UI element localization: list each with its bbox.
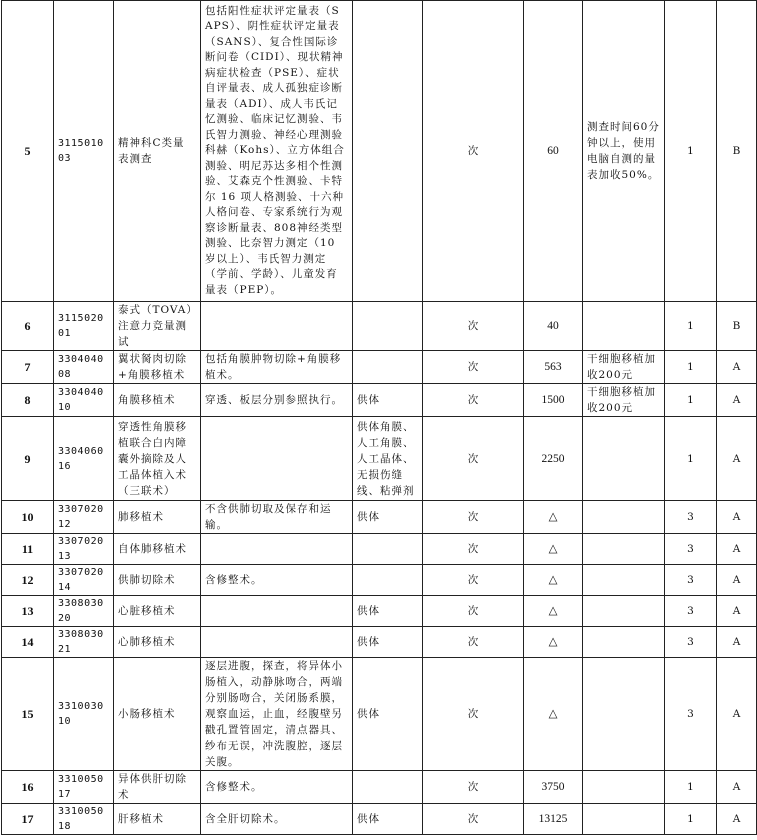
price: 3750 [524, 771, 583, 804]
unit: 次 [423, 384, 524, 417]
price: △ [524, 627, 583, 658]
table-row [2, 804, 757, 835]
excluded-items [353, 771, 423, 804]
grade: A [717, 417, 757, 501]
unit: 次 [423, 658, 524, 771]
item-code: 330803021 [54, 627, 114, 658]
excluded-items: 供体 [353, 658, 423, 771]
price: 13125 [524, 804, 583, 835]
unit: 次 [423, 1, 524, 302]
row-number: 6 [2, 302, 54, 351]
excluded-items: 供体角膜、人工角膜、人工晶体、无损伤缝线、粘弹剂 [353, 417, 423, 501]
item-name: 肝移植术 [114, 804, 201, 835]
unit: 次 [423, 804, 524, 835]
item-name: 心脏移植术 [114, 596, 201, 627]
price: 1500 [524, 384, 583, 417]
excluded-items: 供体 [353, 596, 423, 627]
table-row [2, 417, 757, 501]
grade: B [717, 302, 757, 351]
remark [583, 804, 665, 835]
category: 1 [665, 1, 717, 302]
item-content [201, 417, 353, 501]
table-row [2, 627, 757, 658]
row-number: 16 [2, 771, 54, 804]
unit: 次 [423, 565, 524, 596]
category: 3 [665, 501, 717, 534]
category: 3 [665, 596, 717, 627]
item-content: 含修整术。 [201, 565, 353, 596]
table-row [2, 596, 757, 627]
excluded-items [353, 351, 423, 384]
excluded-items: 供体 [353, 384, 423, 417]
row-number: 10 [2, 501, 54, 534]
grade: A [717, 565, 757, 596]
grade: A [717, 596, 757, 627]
grade: B [717, 1, 757, 302]
table-row [2, 658, 757, 771]
price: 2250 [524, 417, 583, 501]
grade: A [717, 771, 757, 804]
item-code: 330702013 [54, 534, 114, 565]
item-code: 331005018 [54, 804, 114, 835]
item-name: 翼状胬肉切除+角膜移植术 [114, 351, 201, 384]
item-content [201, 534, 353, 565]
item-content: 包括阳性症状评定量表（SAPS）、阴性症状评定量表（SANS）、复合性国际诊断问卷（CIDI）、现状精神病症状检查（PSE）、症状自评量表、成人孤独症诊断量表（ADI）、成人韦氏记忆测验、临床记忆测验、韦氏智力测验、神经心理测验科赫（Kohs）、立方体组合测验、明尼苏达多相个性测验、艾森克个性测验、卡特尔 16 项人格测验、十六种人格问卷、专家系统行为观察诊断量表、808神经类型测验、比奈智力测定（10 岁以上）、韦氏智力测定（学前、学龄）、儿童发育量表（PEP）。 [201, 1, 353, 302]
grade: A [717, 658, 757, 771]
unit: 次 [423, 596, 524, 627]
item-content [201, 596, 353, 627]
excluded-items: 供体 [353, 627, 423, 658]
item-name: 异体供肝切除术 [114, 771, 201, 804]
category: 3 [665, 565, 717, 596]
row-number: 7 [2, 351, 54, 384]
row-number: 5 [2, 1, 54, 302]
price: 60 [524, 1, 583, 302]
item-code: 311501003 [54, 1, 114, 302]
excluded-items: 供体 [353, 804, 423, 835]
item-content: 包括角膜肿物切除+角膜移植术。 [201, 351, 353, 384]
table-row [2, 771, 757, 804]
item-content [201, 302, 353, 351]
remark: 干细胞移植加收200元 [583, 384, 665, 417]
item-code: 311502001 [54, 302, 114, 351]
remark [583, 501, 665, 534]
item-code: 330406016 [54, 417, 114, 501]
item-code: 330702012 [54, 501, 114, 534]
table-row [2, 302, 757, 351]
table-row [2, 1, 757, 302]
item-code: 331003010 [54, 658, 114, 771]
remark [583, 302, 665, 351]
category: 1 [665, 351, 717, 384]
item-code: 331005017 [54, 771, 114, 804]
category: 3 [665, 534, 717, 565]
fee-table [1, 0, 757, 835]
remark [583, 417, 665, 501]
unit: 次 [423, 501, 524, 534]
item-code: 330404008 [54, 351, 114, 384]
excluded-items [353, 302, 423, 351]
item-code: 330702014 [54, 565, 114, 596]
table-row [2, 565, 757, 596]
row-number: 17 [2, 804, 54, 835]
item-content: 不含供肺切取及保存和运输。 [201, 501, 353, 534]
row-number: 8 [2, 384, 54, 417]
remark [583, 627, 665, 658]
remark [583, 771, 665, 804]
row-number: 9 [2, 417, 54, 501]
item-code: 330803020 [54, 596, 114, 627]
item-content: 逐层进腹，探查，将异体小肠植入，动静脉吻合，两端分别肠吻合，关闭肠系膜，观察血运，止血，经腹壁另戳孔置管固定，清点器具、纱布无误，冲洗腹腔，逐层关腹。 [201, 658, 353, 771]
unit: 次 [423, 771, 524, 804]
grade: A [717, 384, 757, 417]
price: 563 [524, 351, 583, 384]
excluded-items [353, 565, 423, 596]
row-number: 11 [2, 534, 54, 565]
grade: A [717, 351, 757, 384]
item-name: 自体肺移植术 [114, 534, 201, 565]
price: 40 [524, 302, 583, 351]
grade: A [717, 501, 757, 534]
unit: 次 [423, 417, 524, 501]
excluded-items [353, 534, 423, 565]
remark: 干细胞移植加收200元 [583, 351, 665, 384]
table-row [2, 534, 757, 565]
table-body [2, 1, 757, 835]
remark [583, 658, 665, 771]
unit: 次 [423, 351, 524, 384]
row-number: 12 [2, 565, 54, 596]
item-name: 心肺移植术 [114, 627, 201, 658]
table-row [2, 501, 757, 534]
grade: A [717, 804, 757, 835]
remark: 测查时间60分钟以上，使用电脑自测的量表加收50%。 [583, 1, 665, 302]
remark [583, 534, 665, 565]
item-name: 角膜移植术 [114, 384, 201, 417]
table-row [2, 384, 757, 417]
remark [583, 596, 665, 627]
item-content: 含修整术。 [201, 771, 353, 804]
item-code: 330404010 [54, 384, 114, 417]
price: △ [524, 534, 583, 565]
unit: 次 [423, 302, 524, 351]
item-name: 供肺切除术 [114, 565, 201, 596]
item-content: 含全肝切除术。 [201, 804, 353, 835]
unit: 次 [423, 534, 524, 565]
grade: A [717, 534, 757, 565]
category: 1 [665, 302, 717, 351]
item-name: 泰式（TOVA）注意力竞量测试 [114, 302, 201, 351]
item-name: 肺移植术 [114, 501, 201, 534]
category: 1 [665, 771, 717, 804]
unit: 次 [423, 627, 524, 658]
category: 1 [665, 417, 717, 501]
item-content: 穿透、板层分别参照执行。 [201, 384, 353, 417]
table-row [2, 351, 757, 384]
row-number: 14 [2, 627, 54, 658]
category: 3 [665, 627, 717, 658]
price: △ [524, 501, 583, 534]
excluded-items: 供体 [353, 501, 423, 534]
item-name: 精神科C类量表测查 [114, 1, 201, 302]
price: △ [524, 565, 583, 596]
item-name: 穿透性角膜移植联合白内障囊外摘除及人工晶体植入术（三联术） [114, 417, 201, 501]
row-number: 15 [2, 658, 54, 771]
grade: A [717, 627, 757, 658]
remark [583, 565, 665, 596]
price: △ [524, 596, 583, 627]
item-content [201, 627, 353, 658]
category: 1 [665, 804, 717, 835]
excluded-items [353, 1, 423, 302]
price: △ [524, 658, 583, 771]
category: 3 [665, 658, 717, 771]
category: 1 [665, 384, 717, 417]
item-name: 小肠移植术 [114, 658, 201, 771]
row-number: 13 [2, 596, 54, 627]
